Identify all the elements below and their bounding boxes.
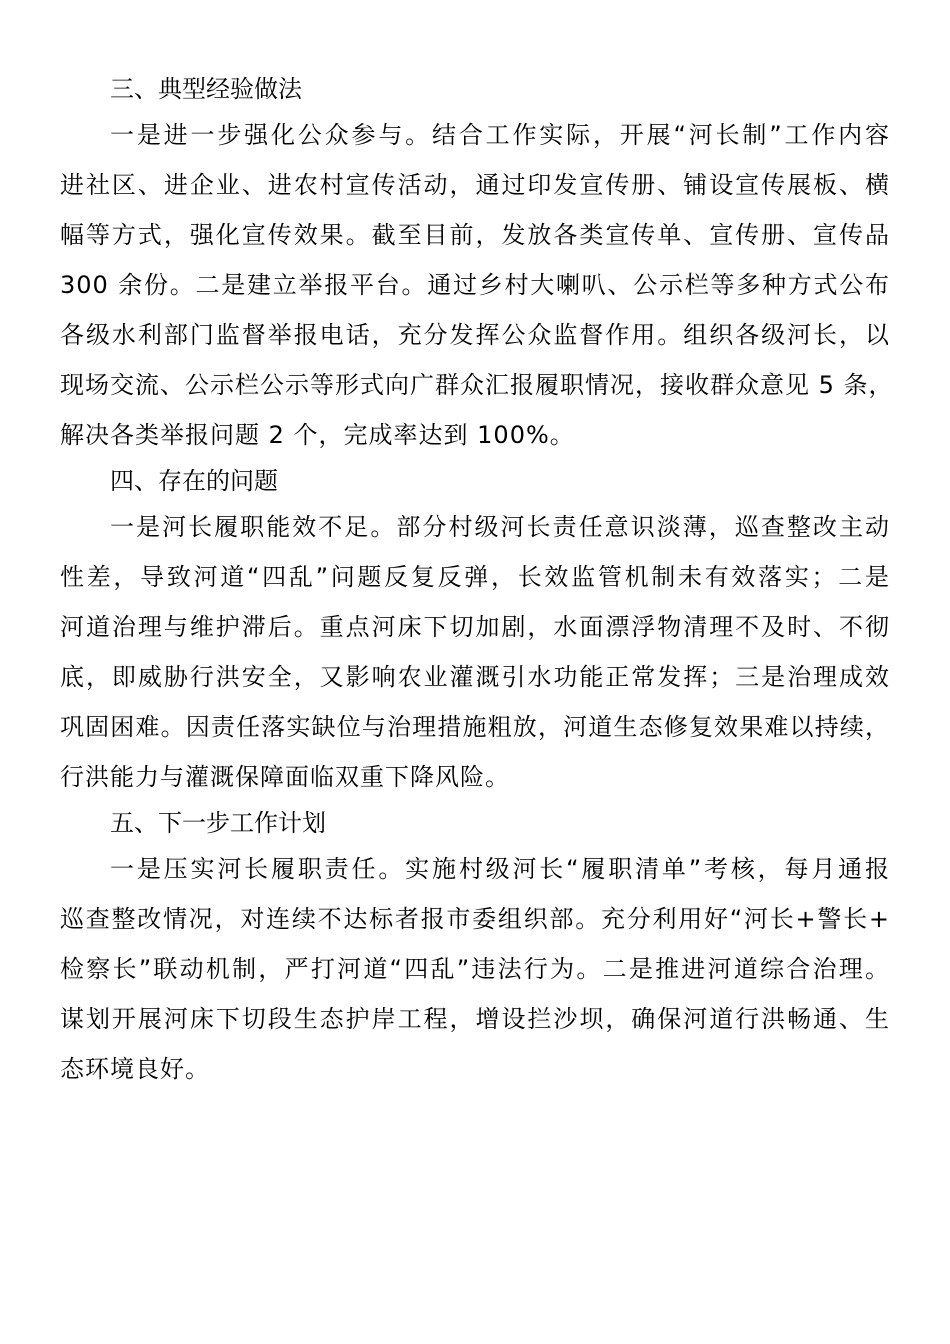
- paragraph-problems: [60, 502, 890, 802]
- paragraph-line: 现场交流、公示栏公示等形式向广群众汇报履职情况，接收群众意见 5 条，: [60, 371, 894, 399]
- paragraph-line: 一是压实河长履职责任。实施村级河长“履职清单”考核，每月通报: [110, 855, 890, 883]
- paragraph-line: 幅等方式，强化宣传效果。截至目前，发放各类宣传单、宣传册、宣传品: [60, 221, 890, 249]
- section-heading-next-plan: 五、下一步工作计划: [110, 809, 326, 837]
- paragraph-experience: [60, 110, 894, 460]
- paragraph-line: 态环境良好。: [60, 1055, 210, 1083]
- paragraph-line: 一是进一步强化公众参与。结合工作实际，开展“河长制”工作内容: [110, 121, 890, 149]
- paragraph-line: 一是河长履职能效不足。部分村级河长责任意识淡薄，巡查整改主动: [110, 513, 890, 541]
- paragraph-line: 检察长”联动机制，严打河道“四乱”违法行为。二是推进河道综合治理。: [60, 955, 890, 983]
- paragraph-line: 进社区、进企业、进农村宣传活动，通过印发宣传册、铺设宣传展板、横: [60, 171, 890, 199]
- paragraph-line: 底，即威胁行洪安全，又影响农业灌溉引水功能正常发挥；三是治理成效: [60, 663, 890, 691]
- paragraph-line: 巩固困难。因责任落实缺位与治理措施粗放，河道生态修复效果难以持续，: [60, 713, 890, 741]
- paragraph-line: 各级水利部门监督举报电话，充分发挥公众监督作用。组织各级河长，以: [60, 321, 890, 349]
- paragraph-line: 300 余份。二是建立举报平台。通过乡村大喇叭、公示栏等多种方式公布: [60, 271, 890, 299]
- paragraph-line: 巡查整改情况，对连续不达标者报市委组织部。充分利用好“河长+警长+: [60, 905, 890, 933]
- section-heading-experience: 三、典型经验做法: [110, 75, 302, 103]
- section-heading-problems: 四、存在的问题: [110, 467, 278, 495]
- document-body: [60, 68, 894, 1094]
- paragraph-line: 性差，导致河道“四乱”问题反复反弹，长效监管机制未有效落实；二是: [60, 563, 890, 591]
- paragraph-line: 行洪能力与灌溉保障面临双重下降风险。: [60, 763, 510, 791]
- paragraph-line: 谋划开展河床下切段生态护岸工程，增设拦沙坝，确保河道行洪畅通、生: [60, 1005, 890, 1033]
- paragraph-next-plan: [60, 844, 890, 1094]
- paragraph-line: 解决各类举报问题 2 个，完成率达到 100%。: [60, 421, 575, 449]
- paragraph-line: 河道治理与维护滞后。重点河床下切加剧，水面漂浮物清理不及时、不彻: [60, 613, 890, 641]
